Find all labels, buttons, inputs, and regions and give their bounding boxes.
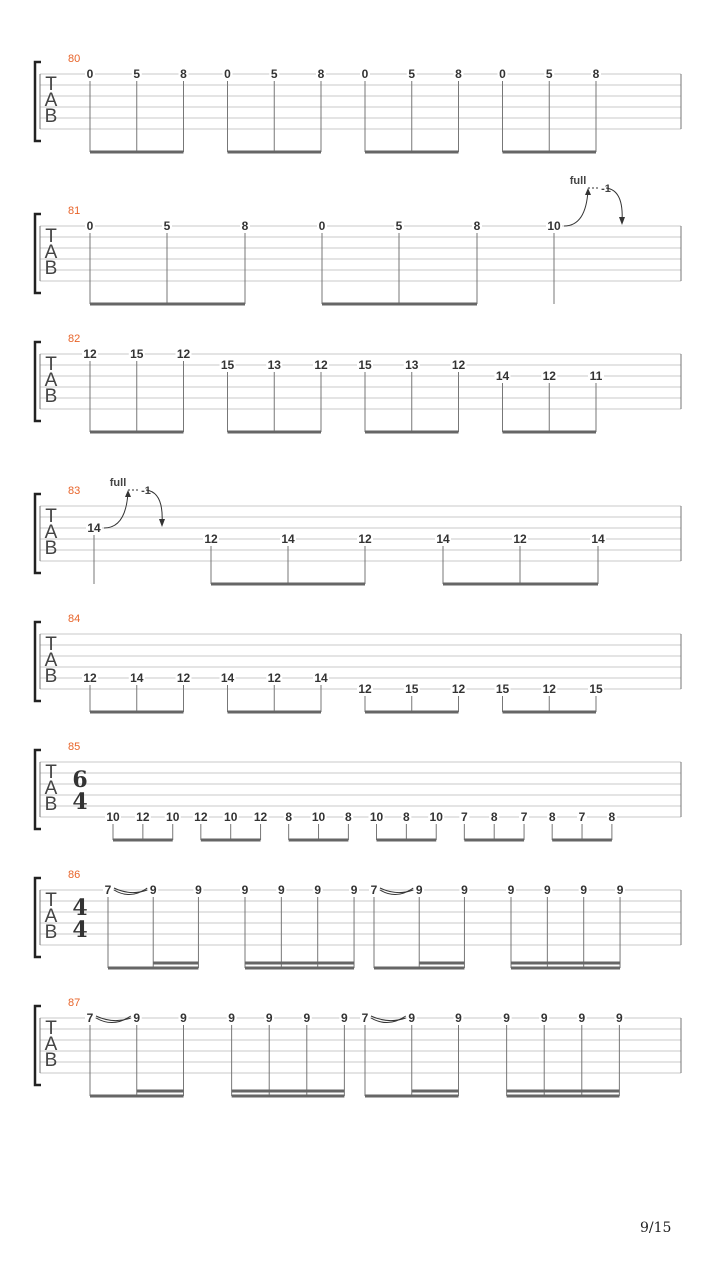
fret-number: 12 [542,682,556,696]
measure-number: 81 [68,205,81,217]
note-group [435,532,606,584]
fret-number: 15 [405,682,419,696]
fret-number: 0 [318,219,326,233]
fret-number: 12 [83,671,97,685]
fret-number: 8 [285,810,293,824]
fret-number: 9 [507,883,515,897]
note-group [547,810,617,840]
measure-number: 87 [68,997,81,1009]
bend-arrowhead [125,490,131,497]
fret-number: 15 [589,682,603,696]
fret-number: 14 [495,369,510,383]
note-group [193,810,269,840]
fret-number: 0 [361,67,369,81]
tab-clef-letter: A [44,90,58,111]
fret-number: 12 [267,671,281,685]
fret-number: 15 [130,347,144,361]
fret-number: 8 [403,810,410,824]
fret-number: 7 [578,810,586,824]
tab-clef-letter: T [45,634,57,655]
tab-clef-letter: B [44,666,58,687]
fret-number: 10 [106,810,120,824]
fret-number: 12 [83,347,97,361]
fret-number: 7 [104,883,112,897]
fret-number: 8 [241,219,249,233]
fret-number: 5 [270,67,278,81]
bend-release-label: -1 [141,485,151,497]
fret-number: 9 [195,883,202,897]
fret-number: 9 [578,1011,586,1025]
note-group [502,1011,625,1096]
staff-system [35,741,681,840]
fret-number: 9 [241,883,249,897]
fret-number: 12 [513,532,527,546]
note-group [105,810,181,840]
fret-number: 7 [520,810,528,824]
fret-number: 5 [408,67,416,81]
tab-clef-letter: A [44,778,58,799]
note-group [546,175,625,304]
tab-clef-letter: B [44,258,58,279]
note-group [82,347,192,432]
fret-number: 7 [86,1011,94,1025]
fret-number: 8 [592,67,600,81]
fret-number: 5 [545,67,553,81]
fret-number: 15 [220,358,235,372]
note-group [223,67,327,152]
fret-number: 14 [220,671,235,685]
note-group [495,369,605,432]
tab-clef-letter: T [45,506,57,527]
note-group [284,810,354,840]
fret-number: 10 [547,219,561,233]
fret-number: 9 [149,883,157,897]
fret-number: 9 [314,883,322,897]
fret-number: 12 [253,810,268,824]
note-group [495,682,605,712]
fret-number: 10 [224,810,238,824]
fret-number: 7 [370,883,378,897]
note-group [360,1011,464,1096]
fret-number: 8 [455,67,462,81]
fret-number: 9 [350,883,358,897]
note-group [357,682,467,712]
bend-arrowhead [585,188,591,195]
staff-system [35,333,681,432]
fret-number: 14 [281,532,295,546]
fret-number: 10 [166,810,180,824]
note-group [227,1011,350,1096]
fret-number: 15 [495,682,510,696]
fret-number: 9 [408,1011,416,1025]
bend-curve [564,190,588,226]
fret-number: 12 [358,682,372,696]
fret-number: 12 [451,358,466,372]
fret-number: 9 [228,1011,235,1025]
tab-clef-letter: B [44,922,58,943]
fret-number: 9 [616,883,624,897]
fret-number: 9 [277,883,285,897]
tab-clef-letter: T [45,74,57,95]
tab-clef-letter: T [45,354,57,375]
tab-clef-letter: T [45,762,57,783]
note-group [369,883,469,968]
note-group [360,67,464,152]
tab-clef-letter: A [44,370,58,391]
time-signature-bottom: 4 [72,789,88,815]
staff-system [35,997,681,1096]
tab-clef-letter: T [45,890,57,911]
fret-number: 9 [461,883,468,897]
tab-clef-letter: A [44,242,58,263]
measure-number: 84 [68,613,81,625]
note-group [85,1011,189,1096]
bend-label: full [109,477,127,489]
staff-system [35,53,681,152]
note-group [85,67,189,152]
note-group [85,219,250,304]
note-group [498,67,602,152]
note-group [459,810,529,840]
fret-number: 9 [415,883,423,897]
staff-system [35,613,681,712]
tab-clef-letter: A [44,522,58,543]
time-signature-bottom: 4 [72,917,88,943]
fret-number: 9 [543,883,551,897]
note-group [317,219,482,304]
fret-number: 9 [180,1011,187,1025]
fret-number: 9 [540,1011,548,1025]
tab-clef-letter: T [45,226,57,247]
measure-number: 82 [68,333,81,345]
tab-clef-letter: T [45,1018,57,1039]
fret-number: 8 [345,810,352,824]
time-signature-top: 6 [72,767,88,793]
tab-clef-letter: B [44,538,58,559]
fret-number: 10 [429,810,443,824]
fret-number: 14 [591,532,605,546]
fret-number: 12 [451,682,466,696]
tab-clef-letter: B [44,386,58,407]
note-group [82,671,192,712]
fret-number: 9 [580,883,588,897]
tab-clef-letter: A [44,1034,58,1055]
fret-number: 10 [311,810,326,824]
fret-number: 12 [136,810,150,824]
fret-number: 9 [133,1011,141,1025]
bend-release-label: -1 [601,183,611,195]
fret-number: 9 [503,1011,510,1025]
tab-clef-letter: B [44,1050,58,1071]
fret-number: 12 [358,532,372,546]
fret-number: 14 [87,521,101,535]
note-group [220,671,330,712]
tab-clef-letter: A [44,906,58,927]
note-group [203,532,373,584]
fret-number: 0 [224,67,231,81]
fret-number: 8 [180,67,187,81]
staff-system [35,175,681,304]
measure-number: 80 [68,53,81,65]
fret-number: 9 [616,1011,623,1025]
fret-number: 5 [395,219,403,233]
fret-number: 8 [490,810,498,824]
release-arrowhead [619,217,625,225]
note-group [506,883,625,968]
fret-number: 12 [204,532,218,546]
fret-number: 12 [176,671,191,685]
release-arrowhead [159,519,165,527]
fret-number: 12 [542,369,556,383]
time-signature-top: 4 [72,895,88,921]
fret-number: 5 [133,67,141,81]
fret-number: 10 [369,810,384,824]
fret-number: 15 [358,358,372,372]
page-number: 9/15 [640,1220,672,1236]
fret-number: 12 [176,347,191,361]
fret-number: 9 [303,1011,311,1025]
staff-system [35,869,681,968]
staff-system [35,477,681,584]
fret-number: 7 [460,810,468,824]
fret-number: 0 [86,67,94,81]
fret-number: 13 [405,358,419,372]
fret-number: 14 [436,532,450,546]
fret-number: 8 [548,810,556,824]
fret-number: 9 [265,1011,273,1025]
fret-number: 8 [317,67,325,81]
note-group [369,810,445,840]
fret-number: 0 [86,219,94,233]
fret-number: 11 [589,369,603,383]
fret-number: 5 [163,219,171,233]
fret-number: 13 [267,358,281,372]
bend-curve [104,492,128,528]
fret-number: 9 [455,1011,462,1025]
fret-number: 8 [473,219,481,233]
measure-number: 83 [68,485,81,497]
fret-number: 12 [314,358,328,372]
tab-clef-letter: A [44,650,58,671]
note-group [86,477,165,584]
fret-number: 14 [314,671,328,685]
fret-number: 7 [361,1011,369,1025]
fret-number: 12 [194,810,208,824]
fret-number: 14 [130,671,144,685]
bend-label: full [569,175,587,187]
tab-clef-letter: B [44,794,58,815]
fret-number: 9 [341,1011,348,1025]
note-group [240,883,359,968]
note-group [220,358,330,432]
note-group [103,883,203,968]
tab-clef-letter: B [44,106,58,127]
measure-number: 85 [68,741,81,753]
fret-number: 0 [499,67,506,81]
measure-number: 86 [68,869,81,881]
fret-number: 8 [608,810,616,824]
note-group [357,358,467,432]
